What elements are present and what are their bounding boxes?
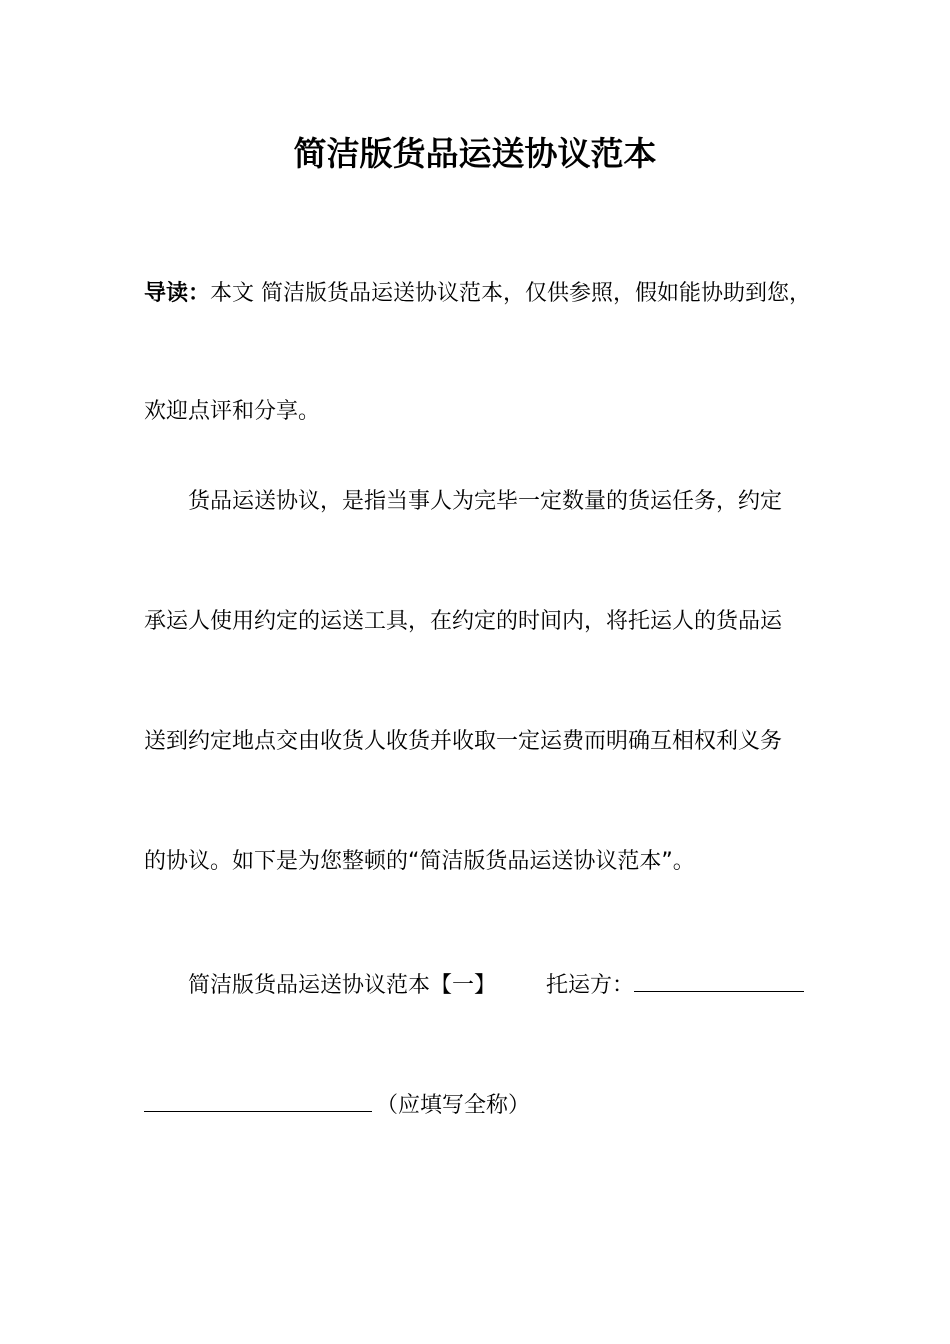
intro-line-1 <box>144 279 811 309</box>
paragraph-line-1: 货品运送协议，是指当事人为完毕一定数量的货运任务，约定 <box>188 489 783 514</box>
shipper-name-blank-continued <box>144 1087 372 1112</box>
shipper-name-blank <box>634 967 804 992</box>
paragraph-line-3: 送到约定地点交由收货人收货并收取一定运费而明确互相权利义务 <box>144 729 783 754</box>
section-one-heading: 简洁版货品运送协议范本【一】 <box>188 973 497 998</box>
intro-label: 导读： <box>144 281 211 306</box>
paragraph-line-2: 承运人使用约定的运送工具，在约定的时间内，将托运人的货品运 <box>144 609 783 634</box>
paragraph-line-4: 的协议。如下是为您整顿的“简洁版货品运送协议范本”。 <box>144 849 695 874</box>
document-title: 简洁版货品运送协议范本 <box>293 134 657 173</box>
intro-line-2: 欢迎点评和分享。 <box>144 399 321 424</box>
shipper-label: 托运方： <box>546 973 635 998</box>
intro-text-1: 本文 简洁版货品运送协议范本，仅供参照，假如能协助到您， <box>210 281 812 306</box>
fill-note-line <box>144 1087 530 1121</box>
fill-note: （应填写全称） <box>376 1093 531 1118</box>
section-one-line <box>188 967 804 1001</box>
